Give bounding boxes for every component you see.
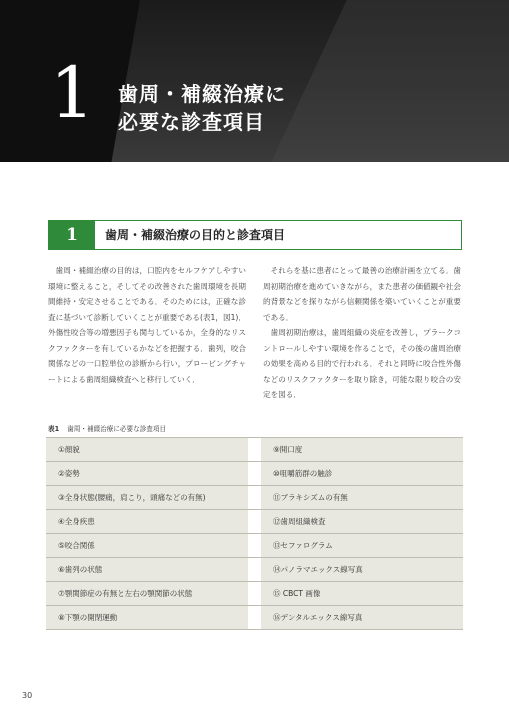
body-paragraph: 歯周初期治療は，歯周組織の炎症を改善し，プラークコントロールしやすい環境を作ることで，その後の歯周治療の効果を高める目的で行われる．それと同時に咬合性外傷などのリスクファクターを取り除き，可能な限り咬合の安定を図る． <box>263 328 461 399</box>
table-cell-left: ③全身状態(腰痛，肩こり，頭痛などの有無) <box>46 486 248 509</box>
table-row <box>46 581 463 605</box>
table-cell-right: ⑬セファログラム <box>261 534 463 557</box>
body-paragraph: それらを基に患者にとって最善の治療計画を立てる．歯周初期治療を進めていきながら，また患者の価値観や社会的背景などを探りながら信頼関係を築いていくことが重要である． <box>263 266 461 322</box>
table-label: 表1 <box>48 425 60 433</box>
body-paragraph: 歯周・補綴治療の目的は，口腔内をセルフケアしやすい環境に整えること，そしてその改善された歯周環境を長期間維持・安定させることである．そのためには，正確な診査に基づいて診断していくことが重要である(表1，図1)．外傷性咬合等の増悪因子も関与しているか，全身的なリスクファクターを有しているかなどを把握する．歯列，咬合関係などの一口腔単位の診断から行い，プロービングチャートによる歯周組織検査へと移行していく． <box>48 266 246 384</box>
table-cell-left: ⑤咬合関係 <box>46 534 248 557</box>
body-column-left <box>48 263 246 387</box>
table-row <box>46 533 463 557</box>
table-cell-right: ⑮ CBCT 画像 <box>261 582 463 605</box>
chapter-title <box>118 80 286 136</box>
exam-items-table <box>46 437 463 630</box>
table-cell-right: ⑨開口度 <box>261 438 463 461</box>
table-row <box>46 509 463 533</box>
table-cell-right: ⑪ブラキシズムの有無 <box>261 486 463 509</box>
table-cell-right: ⑯デンタルエックス線写真 <box>261 606 463 629</box>
chapter-number: 1 <box>50 52 95 134</box>
section-title: 歯周・補綴治療の目的と診査項目 <box>105 228 286 242</box>
table-cell-left: ⑦顎関節症の有無と左右の顎関節の状態 <box>46 582 248 605</box>
section-heading <box>48 220 462 250</box>
table-cell-left: ②姿勢 <box>46 462 248 485</box>
table-row <box>46 485 463 509</box>
table-cell-right: ⑫歯周組織検査 <box>261 510 463 533</box>
header-decoration-light <box>271 0 509 162</box>
chapter-title-line2: 必要な診査項目 <box>118 110 265 134</box>
table-cell-right: ⑩咀嚼筋群の触診 <box>261 462 463 485</box>
page-number: 30 <box>22 691 33 700</box>
table-cell-left: ④全身疾患 <box>46 510 248 533</box>
chapter-header <box>0 0 509 162</box>
table-cell-left: ①顔貌 <box>46 438 248 461</box>
table-row <box>46 437 463 461</box>
table-cell-right: ⑭パノラマエックス線写真 <box>261 558 463 581</box>
table-row <box>46 461 463 485</box>
section-number: 1 <box>49 221 95 249</box>
table-cell-left: ⑥歯列の状態 <box>46 558 248 581</box>
table-row <box>46 557 463 581</box>
table-caption <box>48 423 166 433</box>
table-cell-left: ⑧下顎の開閉運動 <box>46 606 248 629</box>
chapter-title-line1: 歯周・補綴治療に <box>118 82 286 106</box>
body-column-right <box>263 263 461 403</box>
table-row <box>46 605 463 630</box>
table-caption-text: 歯周・補綴治療に必要な診査項目 <box>67 425 167 433</box>
